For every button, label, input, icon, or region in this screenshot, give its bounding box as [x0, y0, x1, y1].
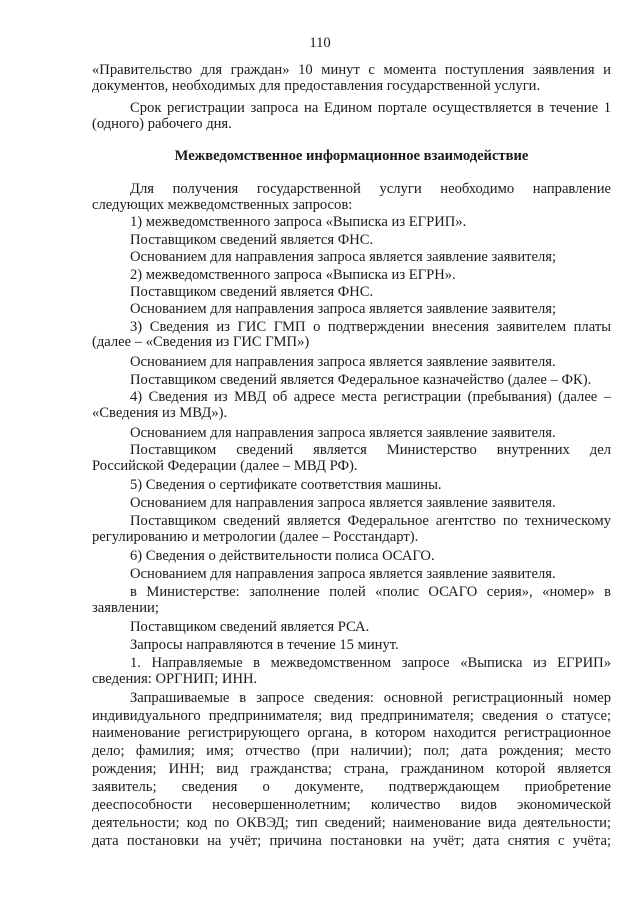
text-line: Основанием для направления запроса является заявление заявителя.: [130, 354, 556, 370]
text-line: Для получения государственной услуги необходимо направление: [130, 181, 611, 197]
text-line: (далее – «Сведения из ГИС ГМП»): [92, 334, 310, 350]
text-line: Основанием для направления запроса является заявление заявителя.: [130, 566, 556, 582]
text-line: Поставщиком сведений является Федеральное казначейство (далее – ФК).: [130, 372, 592, 388]
text-line: Поставщиком сведений является Министерство внутренних дел: [130, 442, 611, 458]
text-line: сведения: ОРГНИП; ИНН.: [92, 671, 258, 687]
text-line: «Правительство для граждан» 10 минут с момента поступления заявления и: [92, 62, 611, 78]
text-line: заявитель; сведения о документе, подтверждающем приобретение: [92, 779, 611, 795]
text-line: дело; фамилия; имя; отчество (при наличии); пол; дата рождения; место: [92, 743, 611, 759]
text-line: Основанием для направления запроса является заявление заявителя.: [130, 495, 556, 511]
section-heading: Межведомственное информационное взаимодействие: [174, 148, 529, 164]
text-line: дата постановки на учёт; причина постановки на учёт; дата снятия с учёта;: [92, 833, 611, 849]
text-line: Поставщиком сведений является Федеральное агентство по техническому: [130, 513, 611, 529]
text-line: регулированию и метрологии (далее – Росстандарт).: [92, 529, 419, 545]
text-line: Срок регистрации запроса на Едином портале осуществляется в течение 1: [130, 100, 611, 116]
text-line: Основанием для направления запроса является заявление заявителя;: [130, 301, 557, 317]
text-line: наименование регистрирующего органа, в котором находится регистрационное: [92, 725, 611, 741]
text-line: (одного) рабочего дня.: [92, 116, 232, 132]
text-line: в Министерстве: заполнение полей «полис ОСАГО серия», «номер» в: [130, 584, 611, 600]
text-line: следующих межведомственных запросов:: [92, 197, 353, 213]
text-line: 5) Сведения о сертификате соответствия машины.: [130, 477, 442, 493]
text-line: 2) межведомственного запроса «Выписка из ЕГРН».: [130, 267, 456, 283]
text-line: 4) Сведения из МВД об адресе места регистрации (пребывания) (далее –: [130, 389, 611, 405]
text-line: Поставщиком сведений является ФНС.: [130, 232, 374, 248]
text-line: 1. Направляемые в межведомственном запросе «Выписка из ЕГРИП»: [130, 655, 611, 671]
text-line: Основанием для направления запроса является заявление заявителя.: [130, 425, 556, 441]
text-line: Поставщиком сведений является РСА.: [130, 619, 370, 635]
text-line: Запрашиваемые в запросе сведения: основной регистрационный номер: [130, 690, 611, 706]
text-line: заявлении;: [92, 600, 159, 616]
text-line: Основанием для направления запроса является заявление заявителя;: [130, 249, 557, 265]
page-number: 110: [309, 35, 331, 51]
text-line: 6) Сведения о действительности полиса ОСАГО.: [130, 548, 435, 564]
text-line: рождения; ИНН; вид гражданства; страна, гражданином которой является: [92, 761, 611, 777]
text-line: 1) межведомственного запроса «Выписка из ЕГРИП».: [130, 214, 467, 230]
text-line: Российской Федерации (далее – МВД РФ).: [92, 458, 358, 474]
text-line: Поставщиком сведений является ФНС.: [130, 284, 374, 300]
text-line: деятельности; код по ОКВЭД; тип сведений; наименование вида деятельности;: [92, 815, 611, 831]
text-line: дееспособности несовершеннолетним; количество видов экономической: [92, 797, 611, 813]
text-line: «Сведения из МВД»).: [92, 405, 228, 421]
text-line: документов, необходимых для предоставления государственной услуги.: [92, 78, 541, 94]
text-line: индивидуального предпринимателя; вид предпринимателя; сведения о статусе;: [92, 708, 611, 724]
text-line: 3) Сведения из ГИС ГМП о подтверждении внесения заявителем платы: [130, 319, 611, 335]
text-line: Запросы направляются в течение 15 минут.: [130, 637, 399, 653]
